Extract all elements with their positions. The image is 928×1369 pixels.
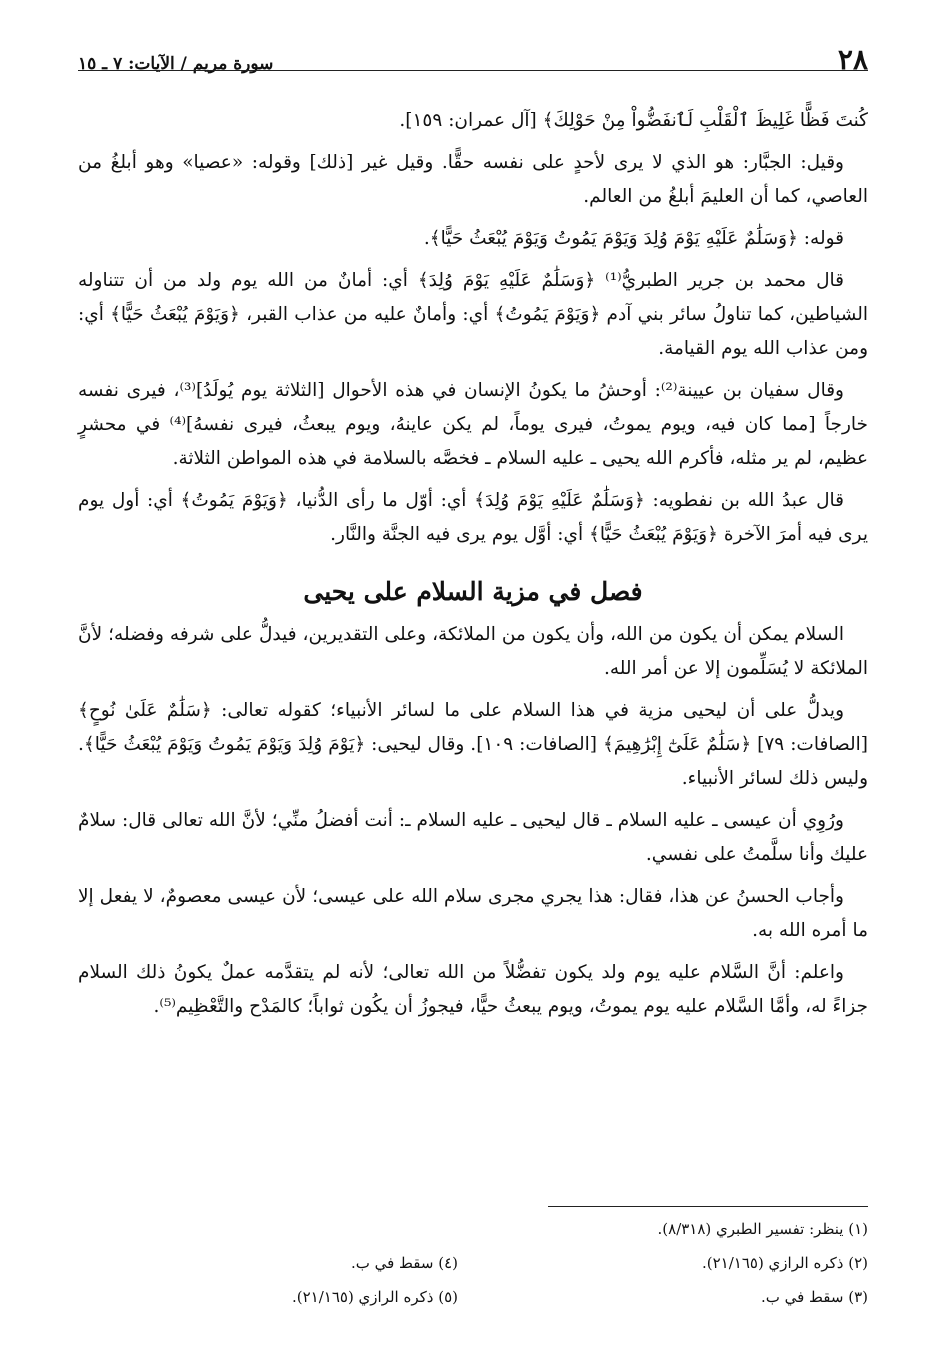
paragraph: قوله: ﴿وَسَلَٰمٌ عَلَيْهِ يَوْمَ وُلِدَ وَيَوْمَ يَمُوتُ وَيَوْمَ يُبْعَثُ حَيًّا﴾. — [423, 228, 844, 249]
paragraph: ويدلُّ على أن ليحيى مزية في هذا السلام على ما لسائر الأنبياء؛ كقوله تعالى: ﴿سَلَٰمٌ عَلَىٰ نُوحٍ﴾ [الصافات: ٧٩] ﴿سَلَٰمٌ عَلَىٰٓ إِبْرَٰهِيمَ﴾ [الصافات: ١٠٩]. وقال ليحيى: ﴿يَوْمَ وُلِدَ وَيَوْمَ يَمُوتُ وَيَوْمَ يُبْعَثُ حَيًّا﴾. وليس ذلك لسائر الأنبياء. — [78, 700, 869, 789]
paragraph: وأجاب الحسنُ عن هذا، فقال: هذا يجري مجرى سلام الله على عيسى؛ لأن عيسى معصومٌ، لا يفعل إلا ما أمره الله به. — [78, 886, 868, 941]
footnote-rule — [548, 1206, 868, 1207]
paragraph: قال عبدُ الله بن نفطويه: ﴿وَسَلَٰمٌ عَلَيْهِ يَوْمَ وُلِدَ﴾ أي: أوّل ما رأى الدُّنيا، ﴿وَيَوْمَ يَمُوتُ﴾ أي: أول يوم يرى فيه أمرَ الآخرة ﴿وَيَوْمَ يُبْعَثُ حَيًّا﴾ أي: أوَّل يوم يرى فيه الجنَّة والنَّار. — [78, 490, 868, 545]
body-text — [78, 104, 868, 1032]
section-title: فصل في مزية السلام على يحيى — [303, 577, 643, 606]
paragraph: قال محمد بن جرير الطبريُّ⁽¹⁾ ﴿وَسَلَٰمٌ عَلَيْهِ يَوْمَ وُلِدَ﴾ أي: أمانٌ من الله يوم ولد من أن تتناوله الشياطين، كما تناولُ سائر بني آدم ﴿وَيَوْمَ يَمُوتُ﴾ أي: وأمانٌ عليه من عذاب القبر، ﴿وَيَوْمَ يُبْعَثُ حَيًّا﴾ أي: ومن عذاب الله يوم القيامة. — [78, 270, 868, 359]
footnote: (١) ينظر: تفسير الطبري (٨/٣١٨). — [657, 1220, 868, 1238]
paragraph: السلام يمكن أن يكون من الله، وأن يكون من الملائكة، وعلى التقديرين، فيدلُّ على شرفه وفضله؛ لأنَّ الملائكة لا يُسَلِّمون إلا عن أمر الله. — [78, 624, 868, 679]
paragraph: وقيل: الجبَّار: هو الذي لا يرى لأحدٍ على نفسه حقًّا. وقيل غير [ذلك] وقوله: «عصيا» وهو أبلغُ من العاصي، كما أن العليمَ أبلغُ من العالم. — [78, 152, 868, 207]
footnote: (٥) ذكره الرازي (٢١/١٦٥). — [291, 1288, 458, 1306]
footnotes-right-column — [488, 1212, 868, 1314]
header-rule — [78, 70, 868, 71]
paragraph: ورُوِي أن عيسى ـ عليه السلام ـ قال ليحيى ـ عليه السلام ـ: أنت أفضلُ منِّي؛ لأنَّ الله تعالى قال: سلامٌ عليك وأنا سلَّمتُ على نفسي. — [78, 810, 868, 865]
paragraph: واعلم: أنَّ السَّلام عليه يوم ولد يكون تفضُّلاً من الله تعالى؛ لأنه لم يتقدَّمه عملٌ يكونُ ذلك السلام جزاءً له، وأمَّا السَّلام عليه يوم يموتُ، ويوم يبعثُ حيًّا، فيجوزُ أن يكُون ثواباً؛ كالمَدْح والتَّعْظِيم⁽⁵⁾. — [78, 962, 868, 1017]
footnotes-left-column — [78, 1212, 458, 1314]
footnote: (٤) سقط في ب. — [350, 1254, 458, 1272]
page-number: ٢٨ — [837, 43, 868, 76]
footnotes — [78, 1212, 868, 1314]
footnote: (٣) سقط في ب. — [760, 1288, 868, 1306]
footnote: (٢) ذكره الرازي (٢١/١٦٥). — [701, 1254, 868, 1272]
page-header — [78, 38, 868, 74]
paragraph: وقال سفيان بن عيينة⁽²⁾: أوحشُ ما يكونُ الإنسان في هذه الأحوال [الثلاثة يوم يُولَدُ]⁽³⁾، فيرى نفسه خارجاً [مما كان فيه، ويوم يموتُ، فيرى يوماً، لم يكن عاينهُ، ويوم يبعثُ، فيرى نفسهُ]⁽⁴⁾ في محشرٍ عظيم، لم ير مثله، فأكرم الله يحيى ـ عليه السلام ـ فخصَّه بالسلامة في هذه المواطن الثلاثة. — [78, 380, 868, 469]
running-head: سورة مريم / الآيات: ٧ ـ ١٥ — [78, 54, 274, 74]
paragraph: كُنتَ فَظًّا غَلِيظَ ٱلْقَلْبِ لَٱنفَضُّواْ مِنْ حَوْلِكَ﴾ [آل عمران: ١٥٩]. — [399, 110, 868, 131]
